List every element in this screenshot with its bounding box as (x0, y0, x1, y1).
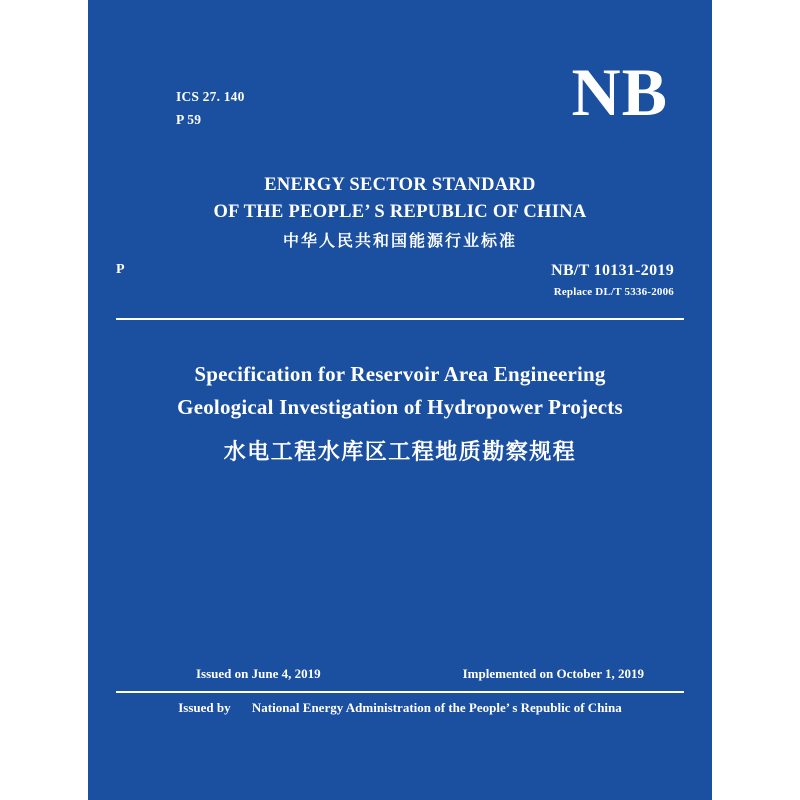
issued-by-organization: National Energy Administration of the People’ s Republic of China (251, 700, 622, 715)
standard-cover (88, 0, 712, 800)
professional-code: P (116, 262, 125, 277)
implementation-date: Implemented on October 1, 2019 (462, 666, 644, 681)
issuing-body-en (88, 172, 712, 226)
issuing-body-en-line1: ENERGY SECTOR STANDARD (264, 175, 536, 195)
standard-code-row (88, 262, 712, 310)
document-title-en-line1: Specification for Reservoir Area Engineering (194, 362, 606, 386)
nb-logo: NB (571, 54, 668, 130)
issuing-body-en-line2: OF THE PEOPLE’ S REPUBLIC OF CHINA (213, 201, 587, 222)
issued-date: Issued on June 4, 2019 (196, 666, 321, 681)
issuing-body-cn: 中华人民共和国能源行业标准 (282, 231, 517, 250)
ics-code: ICS 27. 140 (176, 89, 245, 104)
standard-number: NB/T 10131-2019 (551, 262, 674, 279)
divider-bottom (116, 691, 684, 693)
replaced-standard: Replace DL/T 5336-2006 (553, 286, 674, 298)
standard-number-block (551, 262, 674, 298)
document-title-en-line2: Geological Investigation of Hydropower Projects (177, 394, 623, 419)
classification-code: P 59 (176, 111, 202, 127)
document-title-block (128, 358, 672, 466)
ics-block (176, 86, 245, 132)
issued-by-label: Issued by (178, 700, 231, 715)
dates-row (116, 666, 684, 682)
document-title-cn: 水电工程水库区工程地质勘察规程 (223, 440, 577, 466)
divider-top (116, 318, 684, 320)
issuer-row (116, 700, 684, 716)
